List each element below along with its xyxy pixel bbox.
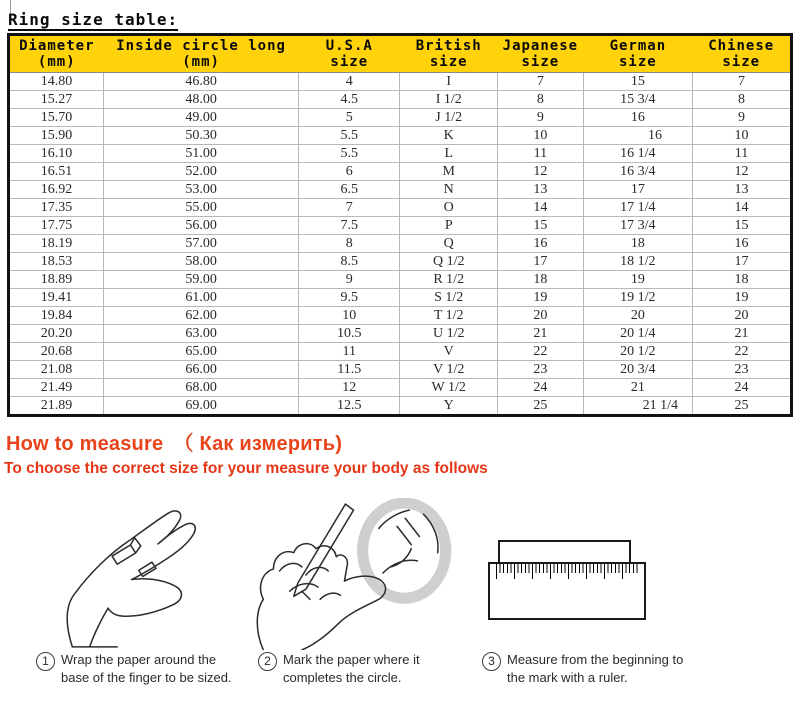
table-cell: 58.00	[104, 253, 299, 271]
table-cell: 17	[583, 181, 692, 199]
table-cell: 19	[583, 271, 692, 289]
table-cell: 25	[497, 397, 583, 416]
table-cell: 24	[692, 379, 791, 397]
table-cell: 11	[692, 145, 791, 163]
table-cell: 5	[299, 109, 400, 127]
column-header: German size	[583, 35, 692, 73]
step-2-label: Mark the paper where it completes the circle.	[283, 652, 420, 685]
pencil-icon	[294, 504, 354, 596]
table-cell: 4	[299, 73, 400, 91]
table-cell: 11	[497, 145, 583, 163]
table-cell: 49.00	[104, 109, 299, 127]
table-cell: 7	[299, 199, 400, 217]
table-cell: 14	[692, 199, 791, 217]
table-cell: 56.00	[104, 217, 299, 235]
table-cell: O	[400, 199, 498, 217]
table-cell: 16 1/4	[583, 145, 692, 163]
table-cell: 16	[583, 109, 692, 127]
column-header: Chinese size	[692, 35, 791, 73]
paper-band	[112, 538, 156, 577]
table-cell: 10	[497, 127, 583, 145]
table-cell: 18.89	[9, 271, 104, 289]
table-cell: P	[400, 217, 498, 235]
table-cell: 61.00	[104, 289, 299, 307]
table-row	[9, 127, 792, 145]
table-cell: 9	[692, 109, 791, 127]
table-cell: 8	[692, 91, 791, 109]
table-cell: 69.00	[104, 397, 299, 416]
table-cell: 10	[692, 127, 791, 145]
table-cell: 12	[299, 379, 400, 397]
table-cell: 11	[299, 343, 400, 361]
table-cell: 18	[692, 271, 791, 289]
step-1-number-badge: 1	[36, 652, 55, 671]
table-cell: 20	[583, 307, 692, 325]
table-row	[9, 325, 792, 343]
table-cell: 62.00	[104, 307, 299, 325]
table-cell: 8	[497, 91, 583, 109]
table-cell: 51.00	[104, 145, 299, 163]
column-header: Inside circle long (mm)	[104, 35, 299, 73]
table-cell: J 1/2	[400, 109, 498, 127]
table-cell: 5.5	[299, 127, 400, 145]
table-cell: 18	[583, 235, 692, 253]
table-cell: K	[400, 127, 498, 145]
table-cell: R 1/2	[400, 271, 498, 289]
table-cell: 17 3/4	[583, 217, 692, 235]
table-cell: 21.89	[9, 397, 104, 416]
table-cell: M	[400, 163, 498, 181]
column-header: U.S.A size	[299, 35, 400, 73]
table-cell: 4.5	[299, 91, 400, 109]
table-cell: 8	[299, 235, 400, 253]
table-row	[9, 379, 792, 397]
table-cell: 14	[497, 199, 583, 217]
table-cell: 23	[692, 361, 791, 379]
how-to-measure-subheading: To choose the correct size for your measure your body as follows	[4, 460, 488, 477]
step-2-number-badge: 2	[258, 652, 277, 671]
table-cell: 46.80	[104, 73, 299, 91]
table-cell: 19	[692, 289, 791, 307]
table-cell: 16	[692, 235, 791, 253]
hand-outline	[67, 511, 195, 647]
table-cell: 16.10	[9, 145, 104, 163]
how-to-measure-heading: How to measure （ Как измерить)	[6, 433, 343, 455]
table-cell: 19.41	[9, 289, 104, 307]
table-cell: 50.30	[104, 127, 299, 145]
table-cell: 13	[692, 181, 791, 199]
table-cell: 11.5	[299, 361, 400, 379]
step-3-number-badge: 3	[482, 652, 501, 671]
step-1-caption	[36, 651, 236, 687]
table-cell: 16	[583, 127, 692, 145]
table-cell: S 1/2	[400, 289, 498, 307]
table-cell: 15.70	[9, 109, 104, 127]
table-cell: 21	[692, 325, 791, 343]
table-cell: 7	[497, 73, 583, 91]
table-cell: Y	[400, 397, 498, 416]
table-row	[9, 289, 792, 307]
table-cell: 17	[497, 253, 583, 271]
table-row	[9, 181, 792, 199]
table-cell: 6.5	[299, 181, 400, 199]
step-3-label: Measure from the beginning to the mark with a ruler.	[507, 652, 684, 685]
table-cell: 6	[299, 163, 400, 181]
table-cell: 25	[692, 397, 791, 416]
table-cell: 19.84	[9, 307, 104, 325]
table-cell: 15 3/4	[583, 91, 692, 109]
table-row	[9, 73, 792, 91]
table-row	[9, 307, 792, 325]
page-title: Ring size table:	[8, 10, 179, 29]
table-cell: 7	[692, 73, 791, 91]
table-cell: 18	[497, 271, 583, 289]
table-cell: 17.75	[9, 217, 104, 235]
table-cell: V	[400, 343, 498, 361]
table-row	[9, 91, 792, 109]
table-cell: 20	[497, 307, 583, 325]
table-header	[9, 35, 792, 73]
table-cell: 55.00	[104, 199, 299, 217]
table-row	[9, 271, 792, 289]
ruler-ticks	[496, 564, 639, 579]
table-cell: 9.5	[299, 289, 400, 307]
table-cell: 20.20	[9, 325, 104, 343]
table-cell: 19	[497, 289, 583, 307]
table-cell: 52.00	[104, 163, 299, 181]
table-row	[9, 163, 792, 181]
table-row	[9, 217, 792, 235]
hand-wrap-illustration	[48, 503, 213, 651]
table-cell: 5.5	[299, 145, 400, 163]
table-cell: 18 1/2	[583, 253, 692, 271]
ring-size-table	[7, 33, 793, 417]
table-cell: 18.53	[9, 253, 104, 271]
ruler-body	[488, 562, 646, 620]
table-cell: 48.00	[104, 91, 299, 109]
table-cell: T 1/2	[400, 307, 498, 325]
table-cell: 12	[692, 163, 791, 181]
table-cell: 20 1/4	[583, 325, 692, 343]
table-cell: 16	[497, 235, 583, 253]
step-1-label: Wrap the paper around the base of the finger to be sized.	[61, 652, 232, 685]
table-cell: 65.00	[104, 343, 299, 361]
table-cell: 16 3/4	[583, 163, 692, 181]
table-cell: V 1/2	[400, 361, 498, 379]
table-cell: 10.5	[299, 325, 400, 343]
table-cell: N	[400, 181, 498, 199]
table-row	[9, 397, 792, 416]
paper-strip	[498, 540, 631, 564]
table-cell: 24	[497, 379, 583, 397]
table-cell: 57.00	[104, 235, 299, 253]
magnifier-icon	[363, 503, 446, 598]
table-cell: 20 3/4	[583, 361, 692, 379]
hand-mark-illustration	[248, 498, 453, 650]
column-header: British size	[400, 35, 498, 73]
table-cell: 20	[692, 307, 791, 325]
table-cell: 21	[497, 325, 583, 343]
column-header: Japanese size	[497, 35, 583, 73]
table-cell: 16.51	[9, 163, 104, 181]
table-row	[9, 235, 792, 253]
table-cell: 21	[583, 379, 692, 397]
table-cell: 18.19	[9, 235, 104, 253]
table-row	[9, 343, 792, 361]
step-3-caption	[482, 651, 692, 687]
table-cell: 15.27	[9, 91, 104, 109]
table-cell: 59.00	[104, 271, 299, 289]
table-cell: 16.92	[9, 181, 104, 199]
table-cell: 12	[497, 163, 583, 181]
table-cell: 17.35	[9, 199, 104, 217]
table-cell: 17 1/4	[583, 199, 692, 217]
table-row	[9, 199, 792, 217]
table-row	[9, 253, 792, 271]
table-row	[9, 361, 792, 379]
table-cell: 15	[583, 73, 692, 91]
table-cell: 22	[497, 343, 583, 361]
table-cell: 17	[692, 253, 791, 271]
table-cell: 15.90	[9, 127, 104, 145]
table-row	[9, 109, 792, 127]
table-cell: 14.80	[9, 73, 104, 91]
table-cell: 20 1/2	[583, 343, 692, 361]
table-cell: 21 1/4	[583, 397, 692, 416]
table-cell: I	[400, 73, 498, 91]
table-cell: 15	[692, 217, 791, 235]
table-cell: 22	[692, 343, 791, 361]
table-row	[9, 145, 792, 163]
table-cell: Q	[400, 235, 498, 253]
table-cell: I 1/2	[400, 91, 498, 109]
table-cell: 9	[497, 109, 583, 127]
table-cell: 23	[497, 361, 583, 379]
column-header: Diameter (mm)	[9, 35, 104, 73]
table-cell: 12.5	[299, 397, 400, 416]
table-cell: 20.68	[9, 343, 104, 361]
table-cell: 63.00	[104, 325, 299, 343]
table-cell: U 1/2	[400, 325, 498, 343]
table-cell: 7.5	[299, 217, 400, 235]
table-cell: 13	[497, 181, 583, 199]
table-cell: 68.00	[104, 379, 299, 397]
table-cell: 66.00	[104, 361, 299, 379]
step-2-caption	[258, 651, 443, 687]
ruler-illustration	[488, 540, 648, 624]
table-cell: 53.00	[104, 181, 299, 199]
table-cell: 9	[299, 271, 400, 289]
table-cell: W 1/2	[400, 379, 498, 397]
table-cell: L	[400, 145, 498, 163]
table-cell: 10	[299, 307, 400, 325]
table-cell: 21.08	[9, 361, 104, 379]
table-cell: 19 1/2	[583, 289, 692, 307]
table-cell: Q 1/2	[400, 253, 498, 271]
table-cell: 15	[497, 217, 583, 235]
table-cell: 8.5	[299, 253, 400, 271]
table-cell: 21.49	[9, 379, 104, 397]
